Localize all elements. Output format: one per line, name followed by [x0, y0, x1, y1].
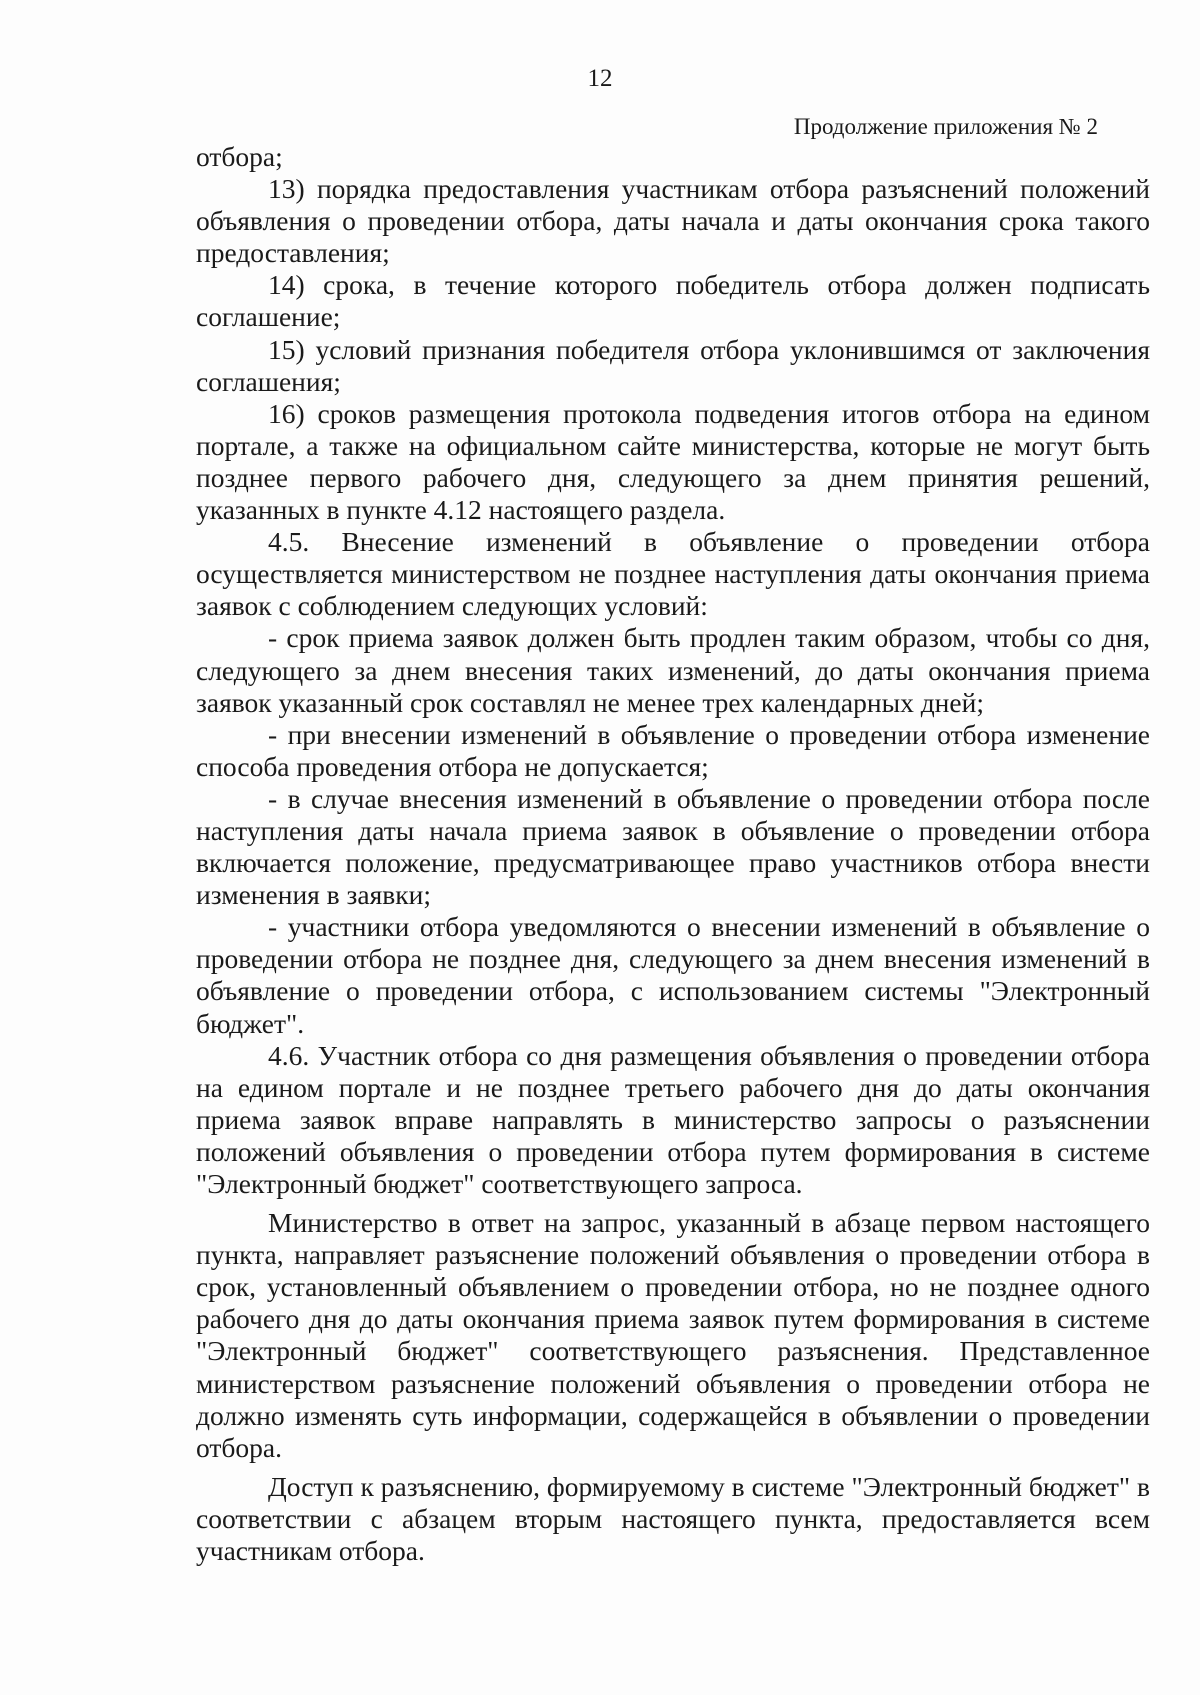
paragraph-clause-4-5: 4.5. Внесение изменений в объявление о проведении отбора осуществляется министерством не позднее наступления даты окончания приема заявок с соблюдением следующих условий: [196, 526, 1150, 622]
page-number: 12 [587, 65, 613, 92]
paragraph-condition-3: - в случае внесения изменений в объявление о проведении отбора после наступления даты начала приема заявок в объявление о проведении отбора включается положение, предусматривающее право участников отбора внести изменения в заявки; [196, 782, 1150, 911]
paragraph-item-15: 15) условий признания победителя отбора уклонившимся от заключения соглашения; [196, 333, 1150, 397]
paragraph-item-13: 13) порядка предоставления участникам отбора разъяснений положений объявления о проведении отбора, даты начала и даты окончания срока такого предоставления; [196, 173, 1150, 269]
paragraph-item-16: 16) сроков размещения протокола подведения итогов отбора на едином портале, а также на официальном сайте министерства, которые не могут быть позднее первого рабочего дня, следующего за днем принятия решений, указанных в пункте 4.12 настоящего раздела. [196, 397, 1150, 526]
paragraph-ministry-response: Министерство в ответ на запрос, указанный в абзаце первом настоящего пункта, направляет разъяснение положений объявления о проведении отбора в срок, установленный объявлением о проведении отбора, но не позднее одного рабочего дня до даты окончания приема заявок путем формирования в системе "Электронный бюджет" соответствующего разъяснения. Представленное министерством разъяснение положений объявления о проведении отбора не должно изменять суть информации, содержащейся в объявлении о проведении отбора. [196, 1207, 1150, 1463]
paragraph-continuation: отбора; [196, 141, 283, 172]
paragraph-condition-2: - при внесении изменений в объявление о проведении отбора изменение способа проведения отбора не допускается; [196, 718, 1150, 782]
document-body [196, 141, 1150, 1567]
paragraph-access: Доступ к разъяснению, формируемому в системе "Электронный бюджет" в соответствии с абзацем вторым настоящего пункта, предоставляется всем участникам отбора. [196, 1470, 1150, 1567]
paragraph-condition-4: - участники отбора уведомляются о внесении изменений в объявление о проведении отбора не позднее дня, следующего за днем внесения изменений в объявление о проведении отбора, с использованием системы "Электронный бюджет". [196, 911, 1150, 1039]
paragraph-clause-4-6: 4.6. Участник отбора со дня размещения объявления о проведении отбора на едином портале и не позднее третьего рабочего дня до даты окончания приема заявок вправе направлять в министерство запросы о разъяснении положений объявления о проведении отбора путем формирования в системе "Электронный бюджет" соответствующего запроса. [196, 1039, 1150, 1199]
paragraph-condition-1: - срок приема заявок должен быть продлен таким образом, чтобы со дня, следующего за днем внесения таких изменений, до даты окончания приема заявок указанный срок составлял не менее трех календарных дней; [196, 622, 1150, 718]
paragraph-item-14: 14) срока, в течение которого победитель отбора должен подписать соглашение; [196, 269, 1150, 333]
appendix-continuation-label: Продолжение приложения № 2 [793, 114, 1098, 139]
